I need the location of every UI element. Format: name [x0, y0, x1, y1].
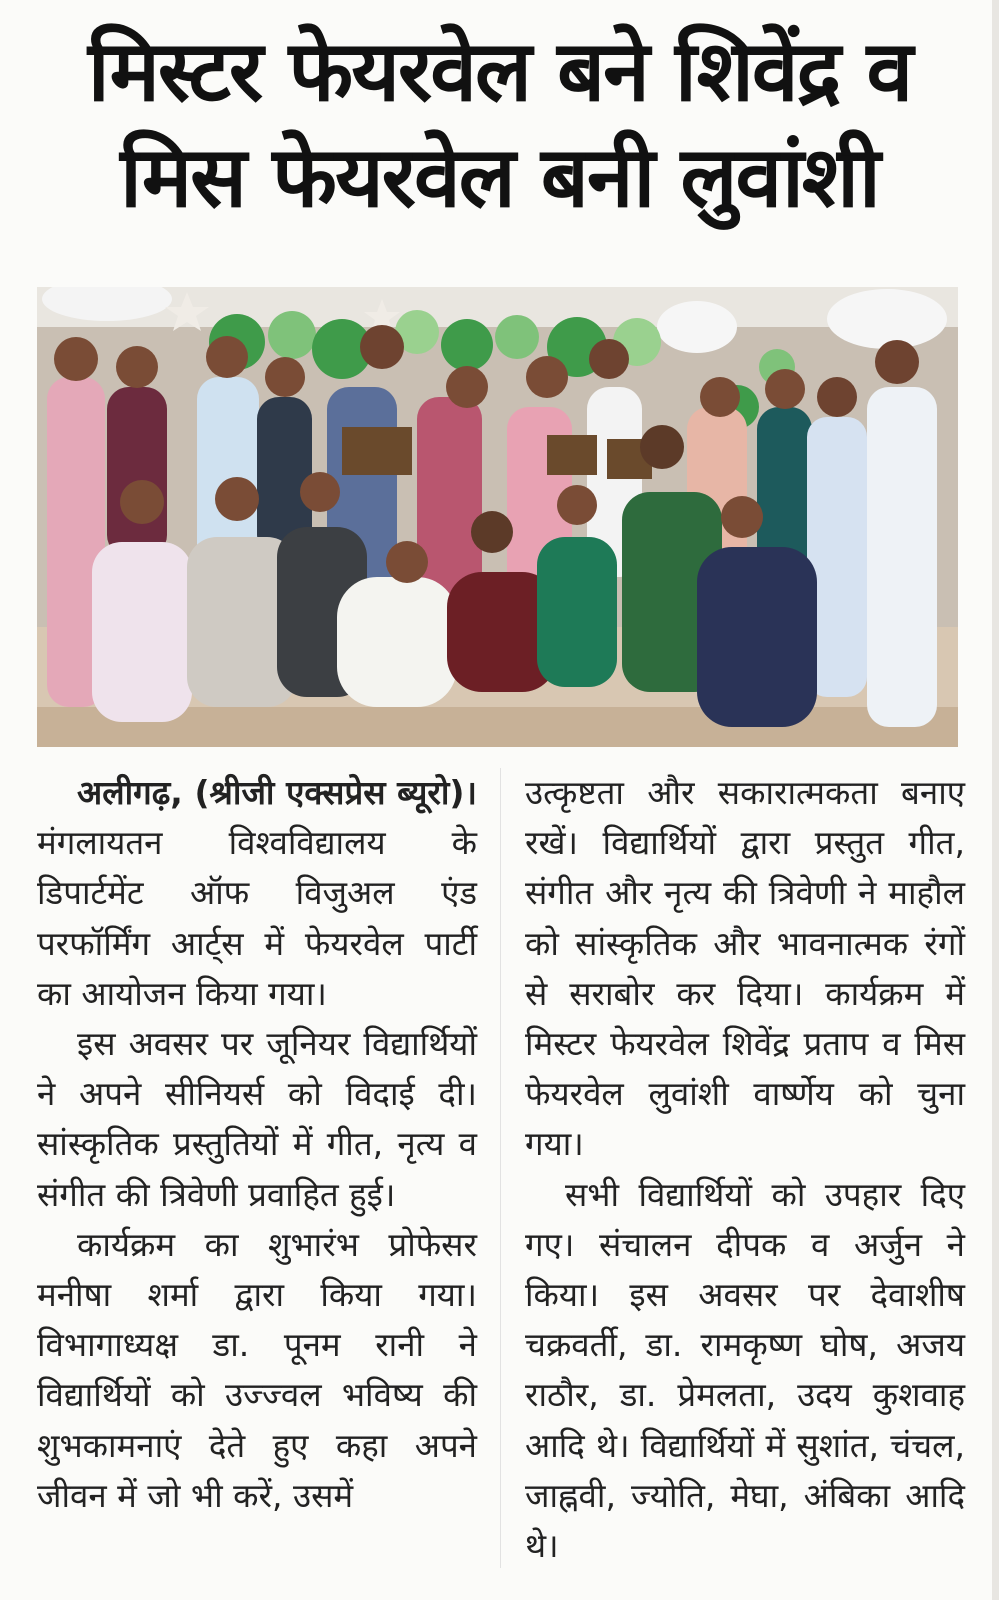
headline-line-1: मिस्टर फेयरवेल बने शिवेंद्र व: [87, 22, 912, 120]
framed-certificate: [342, 427, 412, 475]
dateline: अलीगढ़, (श्रीजी एक्सप्रेस ब्यूरो)।: [77, 773, 477, 812]
group-photo: [37, 287, 958, 747]
framed-certificate: [547, 435, 597, 475]
paragraph-text: मंगलायतन विश्वविद्यालय के डिपार्टमेंट ऑफ विजुअल एंड परफॉर्मिंग आर्ट्स में फेयरवेल पार्टी का आयोजन किया गया।: [37, 823, 477, 1013]
page-edge: [992, 0, 999, 1600]
article-column-right: [525, 768, 965, 1571]
cloud-decoration: [827, 289, 947, 349]
article-paragraph: उत्कृष्टता और सकारात्मकता बनाए रखें। विद्यार्थियों द्वारा प्रस्तुत गीत, संगीत और नृत्य की त्रिवेणी ने माहौल को सांस्कृतिक और भावनात्मक रंगों से सराबोर कर दिया। कार्यक्रम में मिस्टर फेयरवेल शिवेंद्र प्रताप व मिस फेयरवेल लुवांशी वार्ष्णेय को चुना गया।: [525, 773, 965, 1164]
column-divider: [500, 768, 501, 1568]
cloud-decoration: [657, 301, 737, 353]
article-paragraph: इस अवसर पर जूनियर विद्यार्थियों ने अपने सीनियर्स को विदाई दी। सांस्कृतिक प्रस्तुतियों में गीत, नृत्य व संगीत की त्रिवेणी प्रवाहित हुई।: [37, 1024, 477, 1214]
headline-line-2: मिस फेयरवेल बनी लुवांशी: [120, 128, 879, 226]
article-column-left: [37, 768, 477, 1521]
article-paragraph: [37, 768, 477, 1019]
article-paragraph: कार्यक्रम का शुभारंभ प्रोफेसर मनीषा शर्मा द्वारा किया गया। विभागाध्यक्ष डा. पूनम रानी ने विद्यार्थियों को उज्ज्वल भविष्य की शुभकामनाएं देते हुए कहा अपने जीवन में जो भी करें, उसमें: [37, 1224, 477, 1515]
article-paragraph: सभी विद्यार्थियों को उपहार दिए गए। संचालन दीपक व अर्जुन ने किया। इस अवसर पर देवाशीष चक्रवर्ती, डा. रामकृष्ण घोष, अजय राठौर, डा. प्रेमलता, उदय कुशवाह आदि थे। विद्यार्थियों में सुशांत, चंचल, जाह्नवी, ज्योति, मेघा, अंबिका आदि थे।: [525, 1174, 965, 1566]
headline: [0, 18, 999, 230]
